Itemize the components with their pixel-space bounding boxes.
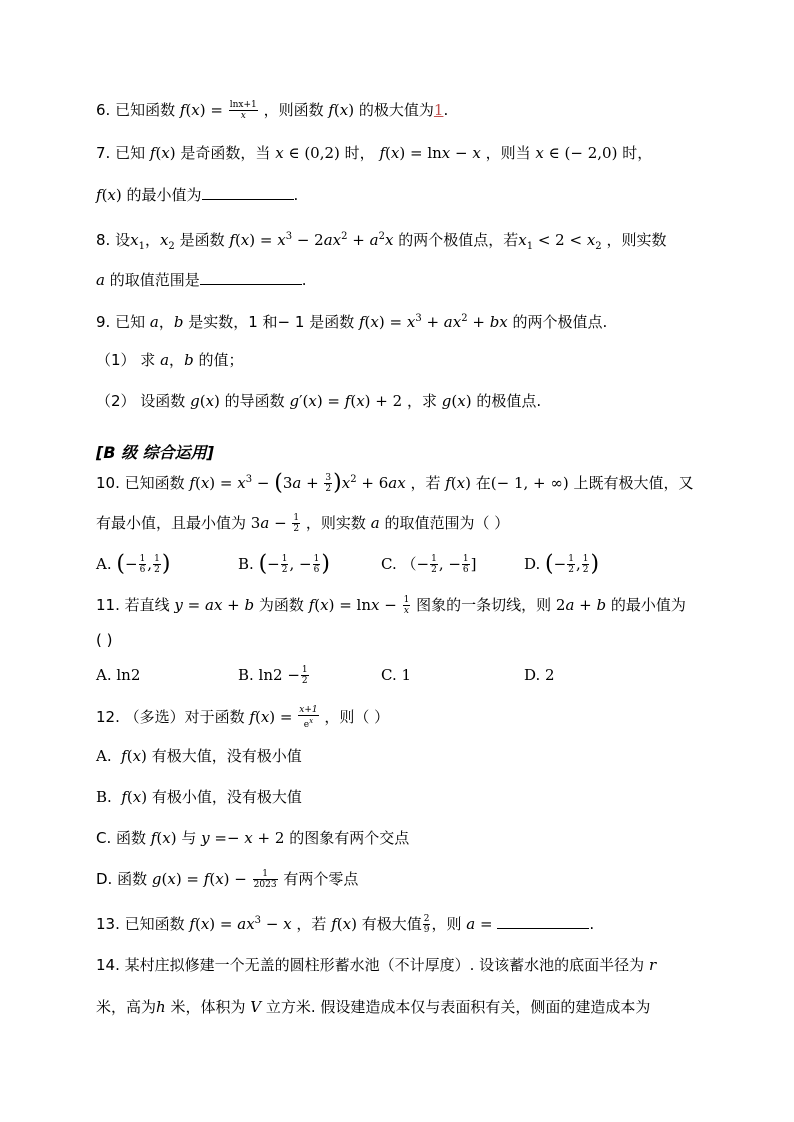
q8-t1: 是函数 (179, 231, 225, 249)
q7-t3: ，则当 (485, 144, 531, 162)
q7-line2: 的最小值为 (126, 186, 202, 204)
q11-opt-a: A. ln2 (96, 666, 141, 684)
q13-t3: ，则 (431, 915, 462, 933)
q9-p1b: 的值； (198, 351, 244, 369)
q7-answer-blank[interactable] (202, 185, 294, 200)
q8-stop: . (301, 271, 307, 289)
q9-prefix: 9. 已知 (96, 313, 146, 331)
question-10: 10. 已知函数 $f(x) = x^3 - (3a$ + $\frac{3}{2}$ )$x^2 + 6ax$ ，若 f(x) 在(− 1, + ∞) 上既有极大值，又 (96, 470, 694, 496)
q10-t1: ，若 (410, 474, 441, 492)
q14-line1: 14. 某村庄拟修建一个无盖的圆柱形蓄水池（不计厚度）. 设该蓄水池的底面半径为 (96, 956, 645, 974)
q11-option-b[interactable]: B. ln2 − $\frac{1}{2}$ (238, 665, 308, 686)
q13-t2: 有极大值 (361, 915, 422, 933)
q12-text-c3: 的图象有两个交点 (289, 829, 410, 847)
question-7-line2: f(x) 的最小值为 . (96, 186, 299, 204)
question-8: 8. 设$x_1$，$x_2$ 是函数 $f(x) = x^3 - 2ax^2 + a^2x$ 的两个极值点，若$x_1 < 2 < x_2$ ，则实数 (96, 231, 667, 252)
q14-line2b: 米，体积为 (170, 998, 246, 1016)
q12-option-d[interactable]: D. 函数 g(x) = f(x) − $\frac{1}{2023}$ 有两个零点 (96, 869, 359, 890)
q10-option-a[interactable]: A. (− $\frac{1}{6}$ , $\frac{1}{2}$ ) (96, 551, 171, 577)
q10-label-b: B. (238, 555, 254, 573)
q10-option-b[interactable]: B. (− $\frac{1}{2}$ , − $\frac{1}{6}$ ) (238, 551, 330, 577)
q9-p2: （2） 设函数 (96, 392, 186, 410)
q13-stop: . (589, 915, 595, 933)
question-6: 6. 已知函数 f(x) = $\frac{\ln x+1}{x}$ ，则函数 f(x) 的极大值为1. (96, 100, 449, 121)
section-b-heading: [B 级 综合运用] (96, 443, 214, 462)
q11-paren: ( ) (96, 631, 113, 649)
q8-answer-blank[interactable] (200, 270, 302, 285)
q7-prefix: 7. 已知 (96, 144, 146, 162)
q6-middle: ，则函数 (263, 101, 324, 119)
q12-text-b: 有极小值，没有极大值 (151, 788, 302, 806)
q6-frac-num: lnx+1 (229, 100, 257, 110)
q10-label-d: D. (524, 555, 541, 573)
q11-t2: 图象的一条切线，则 (416, 596, 552, 614)
question-12: 12. （多选）对于函数 f(x) = $\frac{x+1}{e^x}$ ，则（ ） (96, 705, 390, 730)
q13-t1: ，若 (296, 915, 327, 933)
q12-text-d1: D. 函数 (96, 870, 148, 888)
q10-line2a: 有最小值，且最小值为 (96, 514, 247, 532)
q12-option-b[interactable]: B. f(x) 有极小值，没有极大值 (96, 788, 302, 806)
question-9-part1: （1） 求 a，b 的值； (96, 351, 244, 369)
q12-prefix: 12. （多选）对于函数 (96, 708, 245, 726)
q12-den-2023: 2023 (253, 880, 277, 890)
q9-p1: （1） 求 (96, 351, 156, 369)
q10-line2b: ，则实数 (305, 514, 366, 532)
q12-label-b: B. (96, 788, 112, 806)
q10-option-d[interactable]: D. (− $\frac{1}{2}$ , $\frac{1}{2}$ ) (524, 551, 600, 577)
q9-p2b: 的导函数 (224, 392, 285, 410)
question-10-line2: 有最小值，且最小值为 3a − $\frac{1}{2}$ ，则实数 a 的取值范围为（ ） (96, 513, 510, 534)
q8-t2: 的两个极值点，若 (398, 231, 519, 249)
q12-text-a: 有极大值，没有极小值 (151, 747, 302, 765)
q9-p2c: ，求 (406, 392, 437, 410)
q9-t1: 是实数，1 和− 1 是函数 (188, 313, 355, 331)
question-8-line2: a 的取值范围是 . (96, 271, 307, 289)
q6-prefix: 6. 已知函数 (96, 101, 176, 119)
q11-option-d[interactable] (524, 665, 555, 685)
q11-opt-d: D. 2 (524, 666, 555, 684)
q12-text-c2: 与 (181, 829, 197, 847)
q10-label-c: C. (381, 555, 397, 573)
q11-t3: 的最小值为 (610, 596, 686, 614)
q11-option-a[interactable] (96, 665, 140, 685)
q6-frac-den: x (240, 111, 246, 121)
q14-line2c: 立方米. 假设建造成本仅与表面积有关，侧面的建造成本为 (265, 998, 651, 1016)
q10-label-a: A. (96, 555, 112, 573)
q8-prefix: 8. 设 (96, 231, 131, 249)
q11-option-c[interactable] (381, 665, 411, 685)
q6-stop: . (443, 101, 449, 119)
q12-option-a[interactable]: A. f(x) 有极大值，没有极小值 (96, 747, 302, 765)
q7-t4: 时， (622, 144, 653, 162)
q6-fraction (229, 100, 258, 121)
q11-opt-c: C. 1 (381, 666, 412, 684)
q11-prefix: 11. 若直线 (96, 596, 170, 614)
q12-text-d2: 有两个零点 (283, 870, 359, 888)
question-14: 14. 某村庄拟修建一个无盖的圆柱形蓄水池（不计厚度）. 设该蓄水池的底面半径为 r (96, 956, 657, 974)
q11-t1: 为函数 (258, 596, 304, 614)
q10-t2: 在 (475, 474, 491, 492)
q8-t3: ，则实数 (606, 231, 667, 249)
question-9: 9. 已知 a，b 是实数，1 和− 1 是函数 $f(x) = x^3 + ax^2$ + bx 的两个极值点. (96, 313, 608, 331)
q7-stop: . (293, 186, 299, 204)
q12-label-a: A. (96, 747, 112, 765)
q7-t1: 是奇函数，当 (180, 144, 271, 162)
q10-prefix: 10. 已知函数 (96, 474, 185, 492)
q11-opt-b: B. ln2 − (238, 666, 300, 684)
q10-line2c: 的取值范围为（ ） (384, 514, 510, 532)
q10-option-c[interactable]: C. （− $\frac{1}{2}$ , − $\frac{1}{6}$ ] (381, 554, 477, 575)
q6-end: 的极大值为 (358, 101, 434, 119)
q9-t2: 的两个极值点. (512, 313, 608, 331)
q14-line2a: 米，高为 (96, 998, 157, 1016)
q8-line2: 的取值范围是 (109, 271, 200, 289)
q12-t1: ，则（ ） (324, 708, 390, 726)
q9-p2d: 的极值点. (476, 392, 542, 410)
question-13: 13. 已知函数 $f(x) = ax^3 - x$ ，若 f(x) 有极大值 $\frac{2}{9}$ ，则 a = . (96, 914, 595, 935)
question-11: 11. 若直线 y = ax + b 为函数 f(x) = lnx − $\frac{1}{x}$ 图象的一条切线，则 2a + b 的最小值为 (96, 595, 686, 616)
question-14-line2: 米，高为h 米，体积为 V 立方米. 假设建造成本仅与表面积有关，侧面的建造成本为 (96, 998, 651, 1016)
q7-t2: 时， (344, 144, 375, 162)
q13-prefix: 13. 已知函数 (96, 915, 185, 933)
q10-t3: 上既有极大值，又 (573, 474, 694, 492)
q12-option-c[interactable]: C. 函数 f(x) 与 y =− x + 2 的图象有两个交点 (96, 829, 410, 847)
question-9-part2: （2） 设函数 g(x) 的导函数 g′(x) = f(x) + 2 ，求 g(x) 的极值点. (96, 392, 542, 410)
question-7: 7. 已知 f(x) 是奇函数，当 x ∈ (0,2) 时， f(x) = lnx − x ，则当 x ∈ (− 2,0) 时， (96, 144, 653, 162)
q13-answer-blank[interactable] (497, 914, 589, 929)
q12-text-c1: C. 函数 (96, 829, 147, 847)
q6-answer: 1 (433, 101, 444, 119)
